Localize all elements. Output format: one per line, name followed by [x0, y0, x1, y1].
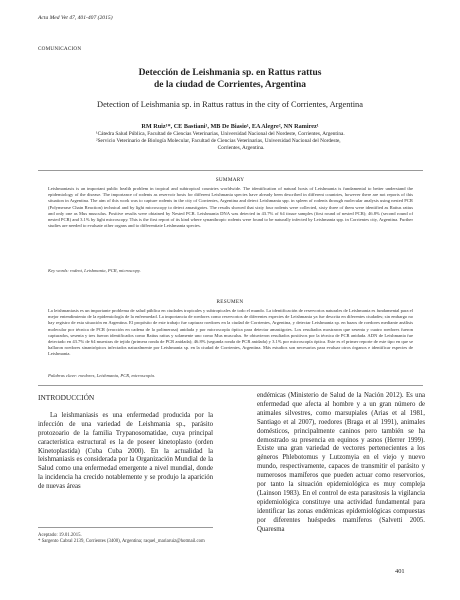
accepted-date: Aceptado: 19.01.2015.: [38, 533, 82, 538]
resumen-heading: RESUMEN: [216, 299, 244, 305]
summary-text: Leishmaniasis is an important public health problem in tropical and subtropical countries worldwide. The identification of natural hosts of Leishmania is fundamental to better understand the epidemiology of the disease. The importance of rodents as reservoir hosts for different Leishmania species have already been described in different countries, however there are not reports of this situation in Argentina. The aim of this work was to capture rodents in the city of Corrientes, Argentina and detect Leishmania spp. in spleen of rodents through molecular analysis using nested PCR (Polymerase Chain Reaction) technical and by light microscopy to detect amastigotes. The results showed that sixty four rodents were collected, sixty three of them were identified as Rattus rattus and only one as Mus musculus. Positive results were obtained by Nested PCR. Leishmania DNA was detected in 43.7% of 64 tissue samples (first round of nested PCR); 46.8% (second round of nested PCR) and 3.1% by light microscopy. This is the first report of its kind where synanthropic rodents were found to be naturally infected by Leishmania spp. in Corrientes city, Argentina. Further studies are needed to evaluate other organs and to differentiate Leishmania species.: [48, 186, 413, 229]
spanish-title-line1: Detección de Leishmania sp. en Rattus rattus: [138, 68, 322, 78]
article-type-label: COMUNICACION: [38, 46, 82, 52]
affiliation-2-line2: Corrientes, Argentina.: [217, 145, 265, 152]
page-number: 401: [395, 568, 405, 575]
summary-heading: SUMMARY: [215, 177, 245, 183]
divider: [38, 170, 423, 171]
divider: [38, 385, 423, 386]
footnote: [38, 533, 213, 545]
resumen-keywords: Palabras clave: roedores, Leishmania, PCR, microscopía.: [48, 373, 156, 378]
left-column: [38, 394, 213, 492]
spanish-title: [0, 67, 460, 91]
intro-paragraph-continued: endémicas (Ministerio de Salud de la Nación 2012). Es una enfermedad que afecta al hombre y a un gran número de animales silvestres, como marsupiales (Arias et al 1981, Santiago et al 2007), roedores (Braga et al 1991), animales domésticos, principalmente caninos pero también se ha demostrado su presencia en equinos y asnos (Herrer 1999). Existe una gran variedad de vectores pertenecientes a los géneros Phlebotomus y Lutzomyia en el viejo y nuevo mundo, respectivamente, capaces de transmitir el parásito y numerosos mamíferos que pueden actuar como reservorios, por tanto la situación epidemiológica es muy compleja (Lainson 1983). En el control de esta parasitosis la vigilancia epidemiológica constituye una actividad fundamental para identificar las zonas endémicas epidemiológicas compuestas por diferentes huéspedes mamíferos (Salvetti 2005. Quaresma: [257, 392, 425, 533]
journal-header: Acta Med Vet 47, 401-407 (2015): [38, 15, 113, 21]
intro-paragraph-1: La leishmaniasis es una enfermedad producida por la infección de una variedad de Leishmania sp., parásito protozoario de la familia Trypanosomatidae, cuya principal característica estructural es la de poseer kinetoplasto (orden Kinetoplastida) (Cuba Cuba 2000). En la actualidad la leishmaniasis es considerada por la Organización Mundial de la Salud como una enfermedad emergente a nivel mundial, donde la incidencia ha crecido notablemente y se produjo la aparición de nuevas áreas: [38, 411, 213, 491]
right-column: [257, 392, 425, 535]
intro-heading: INTRODUCCIÓN: [38, 393, 95, 402]
spanish-title-line2: de la ciudad de Corrientes, Argentina: [154, 80, 306, 90]
resumen-text: La leishmaniasis es un importante problema de salud pública en ciudades tropicales y subtropicales de todo el mundo. La identificación de reservorios naturales de Leishmania es fundamental para el mejor entendimiento de la epidemiología de la enfermedad. La importancia de roedores como reservorios de diferentes especies de Leishmania ya fue descrita en diferentes ciudades; sin embargo no hay registro de esta situación en Argentina. El propósito de este trabajo fue capturar roedores en la ciudad de Corrientes, Argentina, y detectar Leishmania sp. en bazos de roedores mediante análisis molecular por técnica de PCR (reacción en cadena de la polimerasa) anidada y por microscopía óptica para detectar amastigotes. Los resultados mostraron que sesenta y cuatro roedores fueron capturados, sesenta y tres fueron identificados como Rattus rattus y solamente uno como Mus musculus. Se obtuvieron resultados positivos por la técnica de PCR anidada. ADN de Leishmania fue detectado en 43.7% de 64 muestras de tejido (primera ronda de PCR anidada); 46.8% (segunda ronda de PCR anidada) y 3.1% por microscopía óptica. Este es el primer reporte de este tipo en que se hallaron roedores sinantrópicos infectados naturalmente por Leishmania sp. en la ciudad de Corrientes, Argentina. Más estudios son necesarios para evaluar otros órganos e identificar especies de Leishmania.: [48, 308, 413, 357]
english-title: Detection of Leishmania sp. in Rattus rattus in the city of Corrientes, Argentina: [97, 100, 363, 109]
correspondence-address: * Sargento Cabral 2139, Corrientes (3400), Argentina; raquel_mariaruiz@hotmail.com: [38, 539, 205, 545]
author-list: RM Ruiz¹*, CE Bastiani¹, MB De Biasio¹, EA Alegre², NN Ramirez¹: [141, 123, 319, 130]
affiliation-1: ¹Cátedra Salud Pública, Facultad de Ciencias Veterinarias, Universidad Nacional del Nordeste, Corrientes, Argentina.: [96, 131, 345, 137]
summary-keywords: Key words: rodent, Leishmania, PCR, microscopy.: [48, 268, 141, 273]
footnote-divider: [38, 527, 213, 528]
affiliation-2-line1: ²Servicio Veterinario de Biología Molecular, Facultad de Ciencias Veterinarias, Universidad Nacional del Nordeste,: [96, 138, 341, 145]
affiliations: [96, 131, 386, 153]
